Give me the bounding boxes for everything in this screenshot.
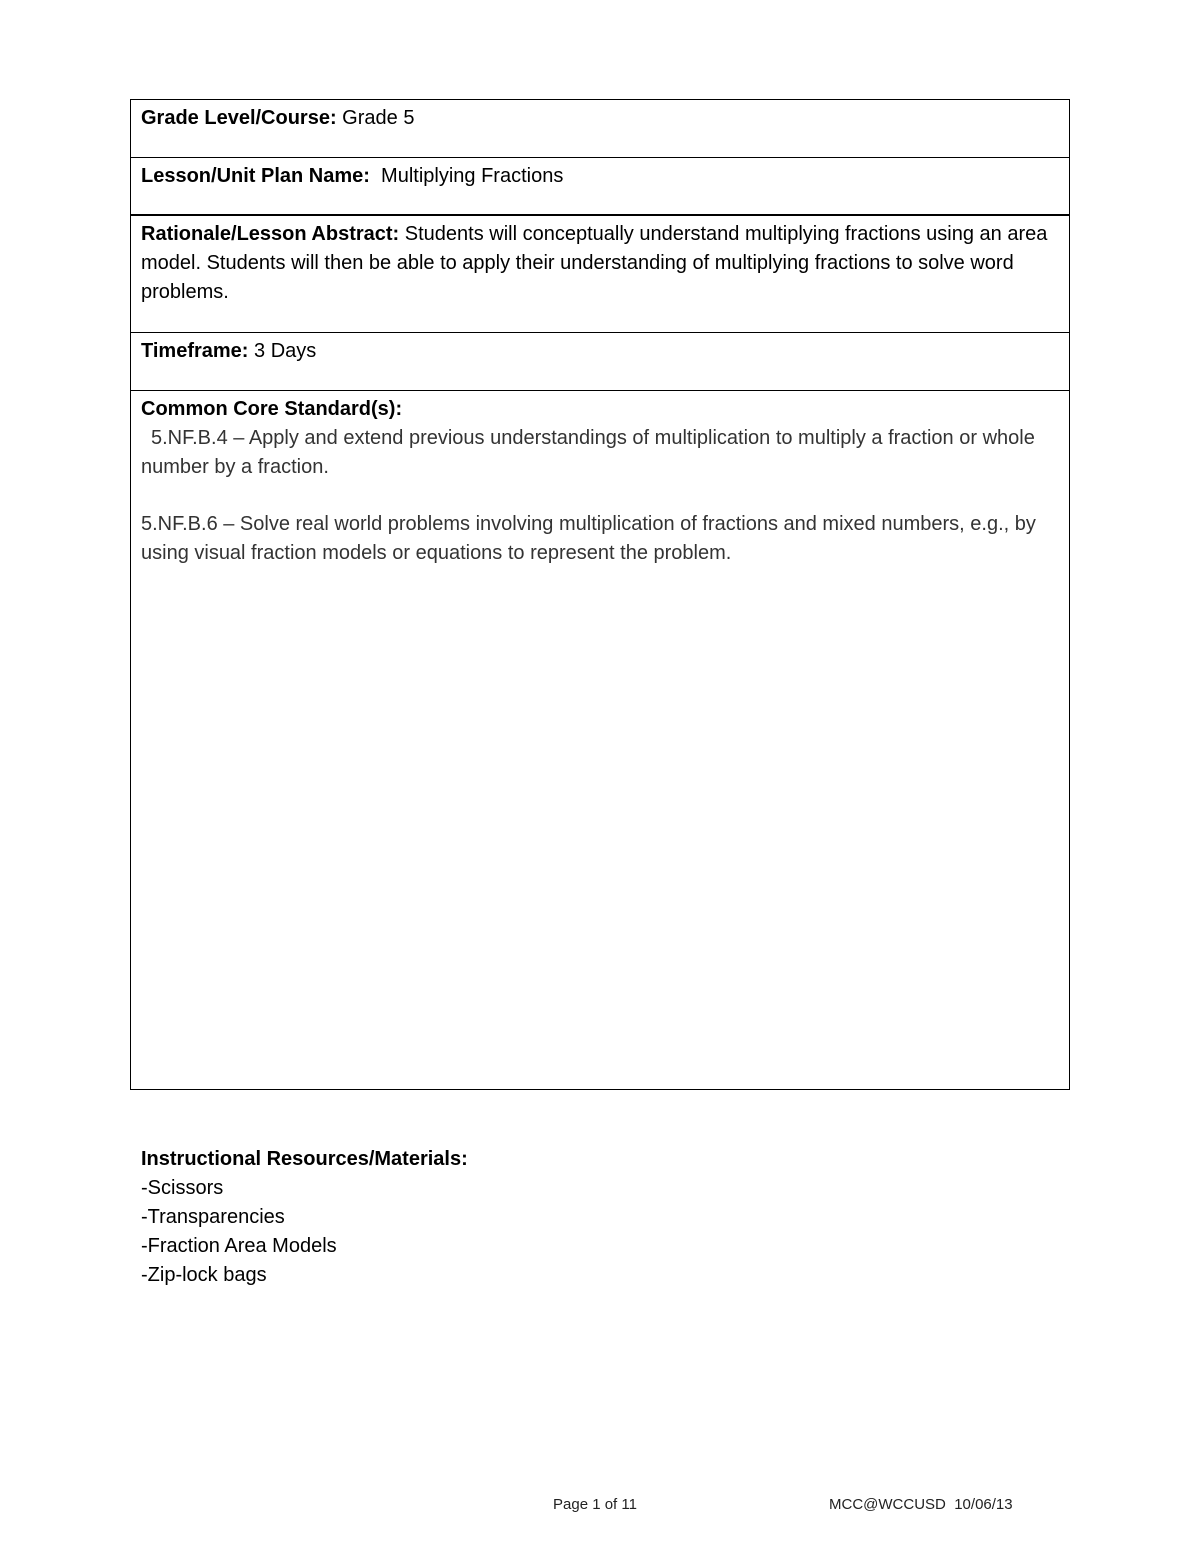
- grade-level-label: Grade Level/Course:: [141, 107, 337, 129]
- rationale-value: Students will conceptually understand multiplying fractions using an area model. Students will then be able to apply their understanding of multiplying fractions to solve word problems.: [141, 223, 1048, 303]
- grade-level-row: [131, 100, 1069, 158]
- resource-item: -Zip-lock bags: [141, 1264, 267, 1286]
- grade-level-value: Grade 5: [336, 107, 415, 129]
- footer-code: MCC@WCCUSD 10/06/13: [829, 1496, 1013, 1513]
- timeframe-row: [131, 333, 1069, 391]
- timeframe-value: 3 Days: [248, 340, 317, 362]
- standard-item: [141, 424, 1059, 482]
- resource-item: -Fraction Area Models: [141, 1235, 337, 1257]
- standard-item: [141, 510, 1059, 568]
- resources-label: Instructional Resources/Materials:: [141, 1148, 468, 1170]
- resources-section: [141, 1145, 468, 1290]
- standards-row: [131, 391, 1069, 1089]
- resource-item: -Scissors: [141, 1177, 224, 1199]
- lesson-name-label: Lesson/Unit Plan Name:: [141, 165, 370, 187]
- rationale-label: Rationale/Lesson Abstract:: [141, 223, 400, 245]
- lesson-name-value: Multiplying Fractions: [369, 165, 564, 187]
- rationale-row: [131, 216, 1069, 333]
- resource-item: -Transparencies: [141, 1206, 285, 1228]
- lesson-plan-table: [130, 99, 1070, 1090]
- standard-text: 5.NF.B.4 – Apply and extend previous understandings of multiplication to multiply a fraction or whole number by a fraction.: [141, 427, 1035, 478]
- standard-text: 5.NF.B.6 – Solve real world problems involving multiplication of fractions and mixed numbers, e.g., by using visual fraction models or equations to represent the problem.: [141, 513, 1036, 564]
- standards-spacer: [141, 482, 1059, 510]
- lesson-name-row: [131, 158, 1069, 216]
- page-number: Page 1 of 11: [553, 1496, 637, 1513]
- standards-label: Common Core Standard(s):: [141, 398, 403, 420]
- timeframe-label: Timeframe:: [141, 340, 249, 362]
